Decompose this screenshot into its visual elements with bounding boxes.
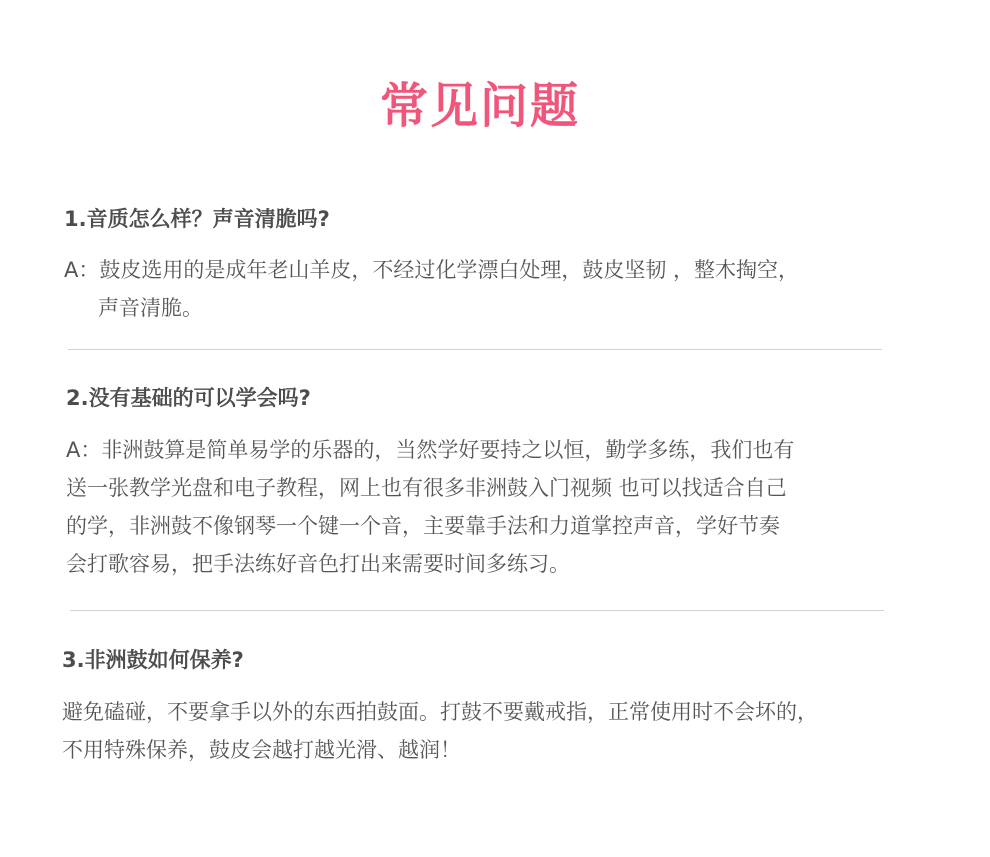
page-title: 常见问题 — [379, 78, 580, 134]
faq-answer-2-line-1: A：非洲鼓算是简单易学的乐器的，当然学好要持之以恒，勤学多练，我们也有 — [66, 438, 795, 462]
faq-question-3: 3.非洲鼓如何保养? — [62, 648, 244, 672]
faq-answer-3-line-2: 不用特殊保养，鼓皮会越打越光滑、越润！ — [62, 738, 461, 762]
faq-answer-1 — [64, 251, 799, 327]
faq-question-2: 2.没有基础的可以学会吗? — [66, 386, 311, 410]
faq-answer-3 — [62, 693, 818, 769]
faq-answer-3-line-1: 避免磕碰，不要拿手以外的东西拍鼓面。打鼓不要戴戒指，正常使用时不会坏的， — [62, 700, 818, 724]
faq-question-1: 1.音质怎么样？声音清脆吗? — [64, 207, 330, 231]
faq-divider-2 — [70, 610, 884, 611]
faq-divider-1 — [68, 349, 882, 350]
faq-answer-1-line-1: A：鼓皮选用的是成年老山羊皮，不经过化学漂白处理，鼓皮坚韧 ，整木掏空， — [64, 258, 800, 282]
faq-answer-1-line-2: 声音清脆。 — [98, 296, 203, 320]
faq-answer-2-line-2: 送一张教学光盘和电子教程，网上也有很多非洲鼓入门视频 也可以找适合自己 — [66, 476, 787, 500]
faq-answer-2 — [66, 431, 794, 583]
faq-answer-2-line-3: 的学，非洲鼓不像钢琴一个键一个音，主要靠手法和力道掌控声音，学好节奏 — [66, 514, 780, 538]
faq-answer-2-line-4: 会打歌容易，把手法练好音色打出来需要时间多练习。 — [66, 552, 570, 576]
